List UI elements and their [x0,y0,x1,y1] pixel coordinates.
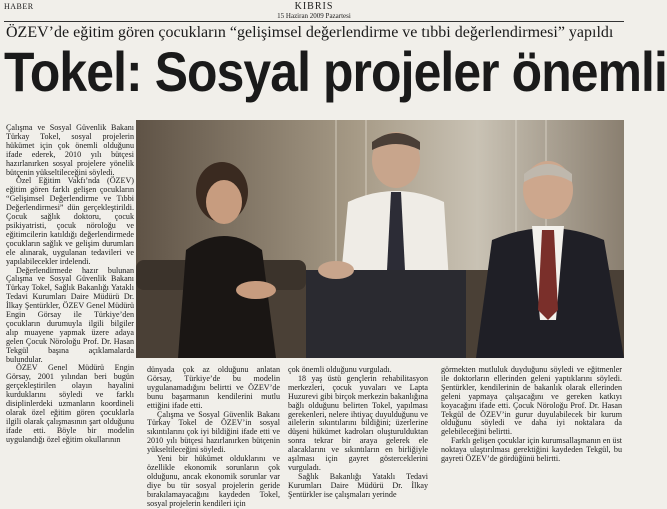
newspaper-name: KIBRIS [294,1,334,12]
paragraph: Yeni bir hükümet olduklarını ve özellikle ekonomik sorunların çok olduğunu, ancak ekonomik sorunlar var diye bu tür sosyal projelerin geride bırakılamayacağını kaydeden Tokel, sosyal projelerin kendileri için [147,454,280,508]
paragraph: çok önemli olduğunu vurguladı. [288,365,392,374]
paragraph: Çalışma ve Sosyal Güvenlik Bakanı Türkay Tokel de ÖZEV’in sosyal sıkıntılarını çok iyi bildiğini ifade etti ve 2010 yılı bütçesi hazırlanırken bütçenin yükseltileceğini söyledi. [147,409,280,455]
paragraph: Özel Eğitim Vakfı’nda (ÖZEV) eğitim gören farklı gelişen çocukların “Gelişimsel Değerlendirme ve Tıbbi Değerlendirmesi” dün gerçekleştirildi. Çocuk sağlık doktoru, çocuk psikiyatristi, çocuk nöroloğu ve eğitimcilerin katıldığı değerlendirmede çocukların sağlık ve gelişim durumları ele alınarak, uygulanan tedavileri ve yapılabilecekler irdelendi. [6,176,134,266]
article-column-1 [6,124,134,501]
paragraph: Farklı gelişen çocuklar için kurumsallaşmanın en üst noktaya ulaştırılması gerektiğini kaydeden Tekgül, bu gayreti ÖZEV’de gördüğünü belirtti. [441,436,622,464]
header-rule [4,21,624,22]
issue-date: 15 Haziran 2009 Pazartesi [277,12,351,20]
paragraph: dünyada çok az olduğunu anlatan Görsay, Türkiye’de bu modelin uygulanamadığını belirtti ve ÖZEV’de bunu başarmanın kendilerini mutlu ettiğini ifade etti. [147,365,280,410]
paragraph: Sağlık Bakanlığı Yataklı Tedavi Kurumları Daire Müdürü Dr. İlkay Şentürkler ise çalışmaları yerinde [288,471,428,499]
section-label: HABER [4,2,34,11]
article-column-2 [147,365,280,508]
photo-meeting-image [136,120,624,358]
article-headline: Tokel: Sosyal projeler önemli [4,40,667,103]
article-photo [136,120,624,358]
paragraph: Çalışma ve Sosyal Güvenlik Bakanı Türkay Tokel, sosyal projelerin hükümet için çok önemli olduğunu ifade ederek, 2010 yılı bütçesi hazırlanırken sosyal projelere yönelik bütçenin yükseltileceğini söyledi. [6,123,134,177]
paragraph: ÖZEV Genel Müdürü Engin Görsay, 2001 yılından beri bugün gerçekleştirilen olayın hayalini kurduklarını söyledi ve farklı disiplinlerdeki uzmanların koordineli olarak özel eğitim gören çocuklarla ilgili olarak çalışmasının şart olduğunu ifade etti. Böyle bir modelin uygulandığı özel eğitim okullarının [6,363,134,444]
paragraph: 18 yaş üstü gençlerin rehabilitasyon merkezleri, çocuk yuvaları ve Lapta Huzurevi gibi birçok merkezin bakanlığına bağlı olduğunu belirten Tokel, yapılması gerekenleri, nelere ihtiyaç duyulduğunu ve ailelerin sıkıntılarını bildiğini; üzerlerine düşeni hükümet kadroları oluşturulduktan sonra tekrar bir araya gelerek ele alacaklarını ve sıkıntıların en birliğiyle aşılması için gayret gösterceklerini vurguladı. [288,373,428,472]
paragraph: görmekten mutluluk duyduğunu söyledi ve eğitmenler ile doktorların ellerinden geleni yaptıklarını söyledi. Şentürkler, kendilerinin de bakanlık olarak ellerinden geleni yapmaya çalışacağını ve gereken katkıyı koyacağını ifade etti. Çocuk Nöroloğu Prof. Dr. Hasan Tekgül de ÖZEV’in gurur duyulabilecek bir kurum olduğunu söyledi ve daha iyi noktalara da gelebileceğini belirtti. [441,365,622,437]
article-column-3 [288,366,428,501]
article-subhead: ÖZEV’de eğitim gören çocukların “gelişimsel değerlendirme ve tıbbi değerlendirmesi” yapıldı [6,24,614,41]
paragraph: Değerlendirmede hazır bulunan Çalışma ve Sosyal Güvenlik Bakanı Türkay Tokel, Sağlık Bakanlığı Yataklı Tedavi Kurumları Daire Müdürü Dr. İlkay Şentürkler, ÖZEV Genel Müdürü Engin Görsay ile Türkiye’den çocukların durumuyla ilgili bilgiler alıp muayene yapmak üzere adaya gelen Çocuk Nöroloğu Prof. Dr. Hasan Tekgül başına açıklamalarda bulundular. [6,265,134,364]
article-column-4 [441,366,622,501]
